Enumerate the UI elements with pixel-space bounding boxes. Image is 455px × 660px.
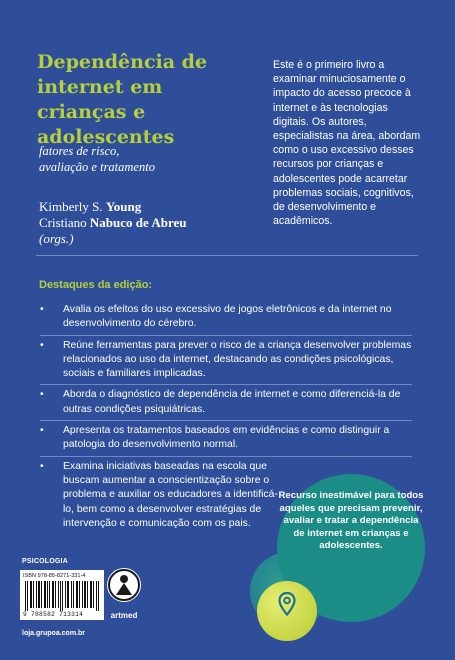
barcode: [20, 570, 104, 620]
author-2-first: Cristiano: [39, 215, 87, 230]
author-2-last: Nabuco de Abreu: [89, 215, 187, 230]
list-divider: [40, 335, 412, 336]
subtitle-line-2: avaliação e tratamento: [39, 160, 155, 174]
callout-text: Recurso inestimável para todos aqueles que precisam prevenir, avaliar e tratar a dependência de internet em crianças e adolescentes.: [278, 490, 424, 551]
author-2: [39, 215, 269, 231]
highlights-heading: Destaques da edição:: [39, 279, 153, 291]
author-1-last: Young: [105, 199, 142, 214]
synopsis: Este é o primeiro livro a examinar minuciosamente o impacto do acesso precoce à internet e às tecnologias digitais. Os autores, especialistas na área, abordam como o uso excessivo desses recursos por crianças e adolescentes pode acarretar problemas sociais, cognitivos, de desenvolvimento e acadêmicos.: [273, 59, 421, 228]
highlight-item: • Reúne ferramentas para prever o risco de a criança desenvolver problemas relacionados ao uso da internet, destacando as condições psicológicas, sociais e familiares implicadas.: [40, 339, 412, 382]
highlight-item: • Aborda o diagnóstico de dependência de internet e como diferenciá-la de outras condições psiquiátricas.: [40, 388, 412, 417]
publisher-name: artmed: [110, 611, 138, 620]
list-divider: [40, 384, 412, 385]
list-divider: [40, 420, 412, 421]
organizers-label: (orgs.): [39, 231, 74, 246]
highlight-item: • Apresenta os tratamentos baseados em evidências e como distinguir a patologia do desenvolvimento normal.: [40, 424, 412, 453]
barcode-number: 9 788582 713314: [23, 611, 84, 618]
authors: [39, 199, 269, 247]
highlight-item: • Avalia os efeitos do uso excessivo de jogos eletrônicos e da internet no desenvolvimento do cérebro.: [40, 303, 412, 332]
subtitle-line-1: fatores de risco,: [39, 144, 120, 158]
barcode-bars: [23, 581, 101, 611]
highlight-item: • Examina iniciativas baseadas na escola que buscam aumentar a conscientização sobre o problema e auxiliar os educadores a identificá-lo, bem como a desenvolver estratégias de intervenção e comunicação com os pais.: [40, 460, 288, 531]
location-pin-icon: [278, 592, 296, 616]
category-label: PSICOLOGIA: [22, 558, 68, 565]
artmed-logo-mark: [107, 568, 141, 602]
author-1-first: Kimberly S.: [39, 199, 103, 214]
list-divider: [40, 456, 412, 457]
isbn-text: ISBN 978-85-8271-331-4: [23, 573, 86, 579]
author-1: [39, 199, 269, 215]
book-subtitle: [39, 143, 239, 175]
website-link[interactable]: loja.grupoa.com.br: [22, 630, 86, 637]
artmed-logo: [107, 568, 141, 602]
section-divider: [36, 255, 418, 256]
book-title: Dependência de internet em crianças e adolescentes: [37, 51, 208, 148]
